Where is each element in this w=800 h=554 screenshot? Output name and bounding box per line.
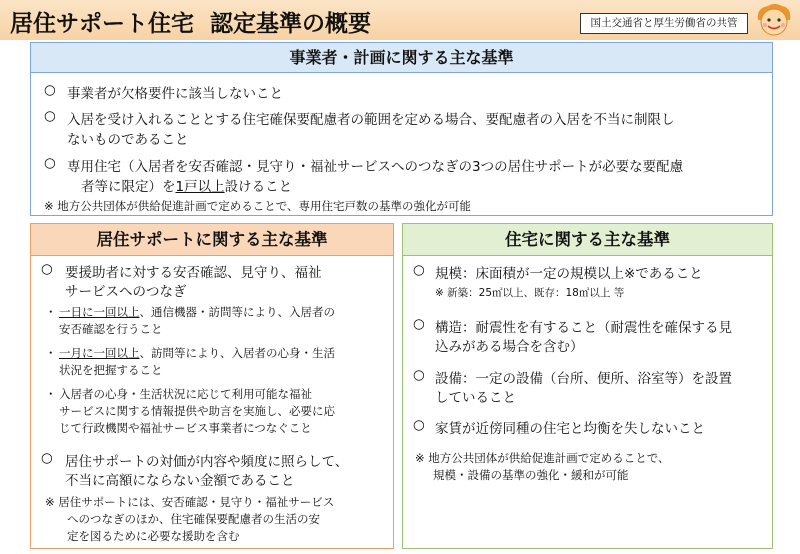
page-title [10,5,371,38]
housing-note-line-1: ※ 地方公共団体が供給促進計画で定めることで、 [415,451,670,465]
circle-bullet-icon: ○ [41,261,53,277]
housing-item-3-line-2: していること [435,390,516,406]
support-note-line-3: 定を図るために必要な援助を含む [67,529,240,543]
housing-item-2-line-1: 構造：耐震性を有すること（耐震性を確保する見 [435,320,732,336]
support-item-2-line-1: 居住サポートの対価が内容や頻度に照らして、 [65,454,349,470]
circle-bullet-icon: ○ [44,82,56,98]
circle-bullet-icon: ○ [44,108,56,124]
support-sub-2-underline: 一月に一回以上 [59,346,140,360]
support-sub-1-line-2: 安否確認を行うこと [59,322,163,336]
business-note: ※ 地方公共団体が供給促進計画で定めることで、専用住宅戸数の基準の強化が可能 [44,199,472,213]
business-item-3-line-1: 専用住宅（入居者を安否確認・見守り・福祉サービスへのつなぎの3つの居住サポートが必要な要配慮 [67,159,684,175]
housing-item-3-line-1: 設備：一定の設備（台所、便所、浴室等）を設置 [435,371,732,387]
support-item-2-line-2: 不当に高額にならない金額であること [65,473,295,489]
support-sub-2-rest: 、訪問等により、入居者の心身・生活 [139,346,335,360]
business-criteria-panel [30,42,773,216]
housing-item-2-line-2: 込みがある場合を含む） [435,339,584,355]
support-note-line-1: ※ 居住サポートには、安否確認・見守り・福祉サービス [45,495,335,509]
business-criteria-heading: 事業者・計画に関する主な基準 [31,43,772,73]
dot-bullet-icon: ・ [45,305,57,319]
business-item-3-underline: 1戸以上 [175,179,225,195]
ministry-badge: 国土交通省と厚生労働省の共管 [580,13,748,34]
support-sub-1-rest: 、通信機器・訪問等により、入居者の [139,305,335,319]
housing-criteria-panel [402,223,773,549]
support-sub-2-line-1 [59,345,335,361]
support-sub-3-line-3: じて行政機関や福祉サービス事業者につなぐこと [59,421,312,435]
title-sub: 認定基準の概要 [210,11,371,37]
support-criteria-panel [30,223,394,549]
housing-note-line-2: 規模・設備の基準の強化・緩和が可能 [433,468,629,482]
smiling-face-mascot-icon [754,2,794,38]
support-sub-3-line-1: 入居者の心身・生活状況に応じて利用可能な福祉 [59,387,312,401]
dot-bullet-icon: ・ [45,387,57,401]
support-sub-2-line-2: 状況を把握すること [59,363,163,377]
business-item-2-line-2: ないものであること [67,132,189,148]
circle-bullet-icon: ○ [413,367,425,383]
business-item-3-post: 設けること [224,179,293,195]
support-item-1-line-1: 要援助者に対する安否確認、見守り、福祉 [65,265,322,281]
business-item-3-pre: 者等に限定）を [81,179,176,195]
support-sub-3-line-2: サービスに関する情報提供や助言を実施し、必要に応 [59,404,335,418]
title-main: 居住サポート住宅 [10,11,194,37]
business-item-3-line-2 [81,175,292,195]
circle-bullet-icon: ○ [413,316,425,332]
support-sub-1-line-1 [59,304,335,320]
business-item-2-line-1: 入居を受け入れることとする住宅確保要配慮者の範囲を定める場合、要配慮者の入居を不当に制限し [67,112,675,128]
housing-item-4: 家賃が近傍同種の住宅と均衡を失しないこと [435,421,705,437]
housing-item-1-note: ※ 新築：25㎡以上、既存：18㎡以上 等 [435,287,625,299]
dot-bullet-icon: ・ [45,346,57,360]
support-criteria-heading: 居住サポートに関する主な基準 [31,224,393,256]
support-item-1-line-2: サービスへのつなぎ [65,284,187,300]
housing-criteria-heading: 住宅に関する主な基準 [403,224,772,256]
circle-bullet-icon: ○ [413,417,425,433]
circle-bullet-icon: ○ [41,450,53,466]
housing-item-1: 規模：床面積が一定の規模以上※であること [435,266,703,282]
circle-bullet-icon: ○ [44,155,56,171]
circle-bullet-icon: ○ [413,262,425,278]
support-sub-1-underline: 一日に一回以上 [59,305,140,319]
support-note-line-2: へのつなぎのほか、住宅確保要配慮者の生活の安 [67,512,320,526]
business-item-1: 事業者が欠格要件に該当しないこと [67,86,283,102]
